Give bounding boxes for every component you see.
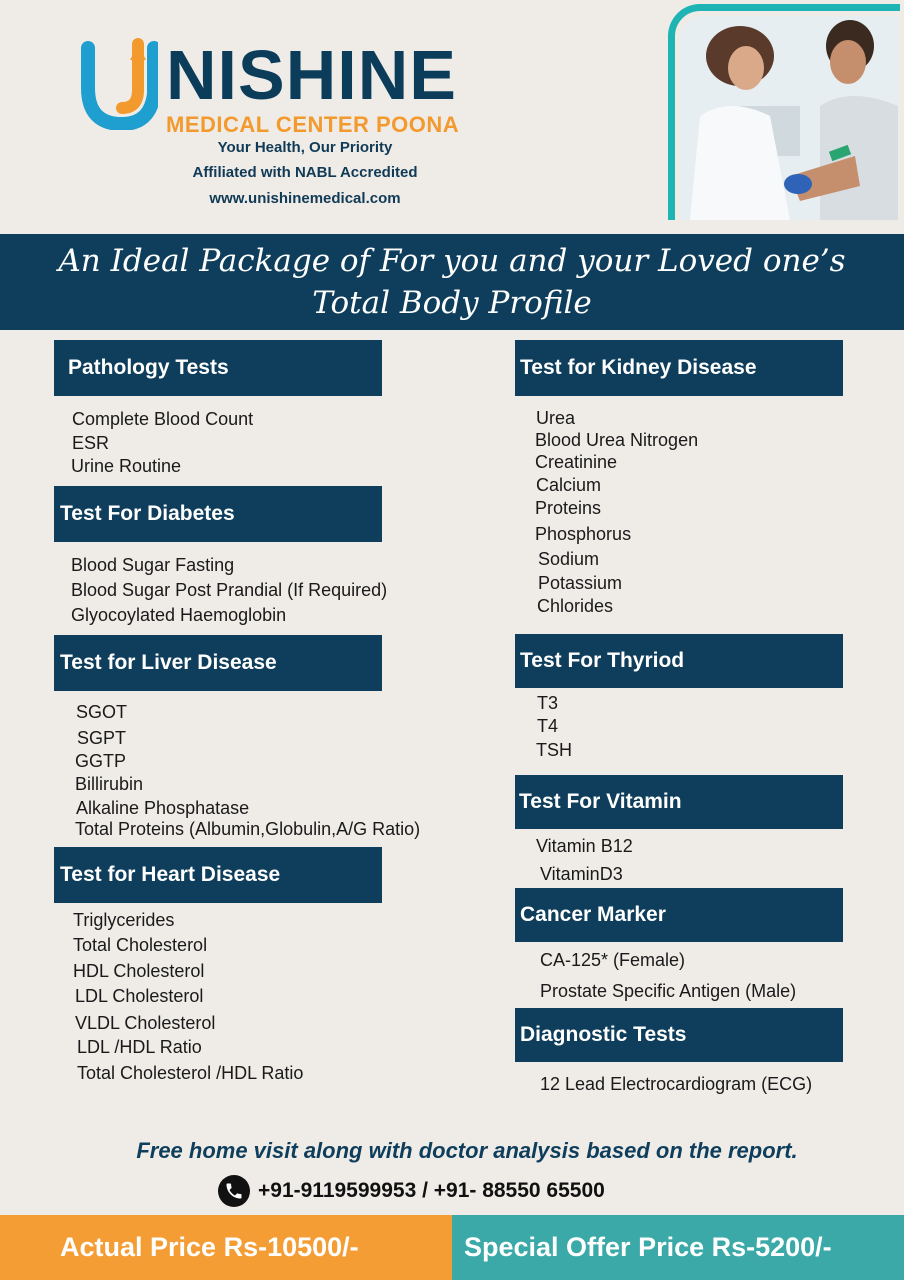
list-item: Alkaline Phosphatase <box>76 798 250 818</box>
brand-subtitle: MEDICAL CENTER POONA <box>166 112 460 137</box>
list-item: Glyocoylated Haemoglobin <box>71 605 287 625</box>
brand-name: NISHINE <box>166 36 457 114</box>
tagline-priority: Your Health, Our Priority <box>217 139 393 156</box>
tagline-affiliation: Affiliated with NABL Accredited <box>192 164 418 181</box>
list-item: LDL /HDL Ratio <box>77 1037 202 1057</box>
section-header-kidney: Test for Kidney Disease <box>515 340 843 396</box>
list-item: Calcium <box>536 475 602 495</box>
list-item: Triglycerides <box>73 910 175 930</box>
list-item: Blood Sugar Fasting <box>71 555 235 575</box>
section-header-diagnostic: Diagnostic Tests <box>515 1008 843 1062</box>
contact-phones[interactable] <box>218 1174 605 1208</box>
list-item: Urea <box>536 408 576 428</box>
header-photo <box>668 4 900 220</box>
list-item: ESR <box>72 433 110 453</box>
phone-icon <box>218 1175 250 1207</box>
list-item: Urine Routine <box>71 456 182 476</box>
list-item: Blood Sugar Post Prandial (If Required) <box>71 580 388 600</box>
list-item: Vitamin B12 <box>536 836 633 856</box>
list-item: VitaminD3 <box>540 864 623 884</box>
list-item: SGPT <box>77 728 127 748</box>
list-item: Creatinine <box>535 452 618 472</box>
section-header-liver: Test for Liver Disease <box>54 635 382 691</box>
list-item: Total Cholesterol <box>73 935 208 955</box>
list-item: VLDL Cholesterol <box>75 1013 216 1033</box>
list-item: Prostate Specific Antigen (Male) <box>540 981 797 1001</box>
photo-illustration <box>680 16 898 220</box>
list-item: Phosphorus <box>535 524 632 544</box>
list-item: T3 <box>537 693 559 713</box>
clinic-logo <box>80 38 490 148</box>
phone-glyph-icon <box>224 1181 244 1201</box>
list-item: CA-125* (Female) <box>540 950 686 970</box>
section-header-heart: Test for Heart Disease <box>54 847 382 903</box>
list-item: Total Proteins (Albumin,Globulin,A/G Ratio) <box>75 819 421 839</box>
list-item: Potassium <box>538 573 623 593</box>
section-header-pathology: Pathology Tests <box>54 340 382 396</box>
phone-numbers: +91-9119599953 / +91- 88550 65500 <box>258 1179 605 1202</box>
list-item: 12 Lead Electrocardiogram (ECG) <box>540 1074 813 1094</box>
special-offer-price: Special Offer Price Rs-5200/- <box>452 1215 904 1280</box>
list-item: TSH <box>536 740 572 760</box>
list-item: Total Cholesterol /HDL Ratio <box>77 1063 304 1083</box>
list-item: GGTP <box>75 751 127 771</box>
list-item: Chlorides <box>537 596 614 616</box>
website-link[interactable]: www.unishinemedical.com <box>209 190 401 207</box>
list-item: Blood Urea Nitrogen <box>535 430 699 450</box>
logo-u-mark-icon <box>80 38 158 130</box>
list-item: Complete Blood Count <box>72 409 254 429</box>
lab-technician-photo <box>680 16 898 220</box>
banner-line-2: Total Body Profile <box>312 285 592 321</box>
list-item: Proteins <box>535 498 602 518</box>
list-item: Sodium <box>538 549 600 569</box>
free-home-visit-note: Free home visit along with doctor analysis based on the report. <box>136 1138 798 1163</box>
list-item: Billirubin <box>75 774 144 794</box>
banner-line-1: An Ideal Package of For you and your Loved one’s <box>58 243 846 279</box>
list-item: LDL Cholesterol <box>75 986 204 1006</box>
package-banner <box>0 234 904 330</box>
section-header-cancer: Cancer Marker <box>515 888 843 942</box>
list-item: T4 <box>537 716 559 736</box>
section-header-vitamin: Test For Vitamin <box>515 775 843 829</box>
list-item: HDL Cholesterol <box>73 961 205 981</box>
section-header-diabetes: Test For Diabetes <box>54 486 382 542</box>
list-item: SGOT <box>76 702 128 722</box>
section-header-thyroid: Test For Thyriod <box>515 634 843 688</box>
actual-price: Actual Price Rs-10500/- <box>0 1215 452 1280</box>
